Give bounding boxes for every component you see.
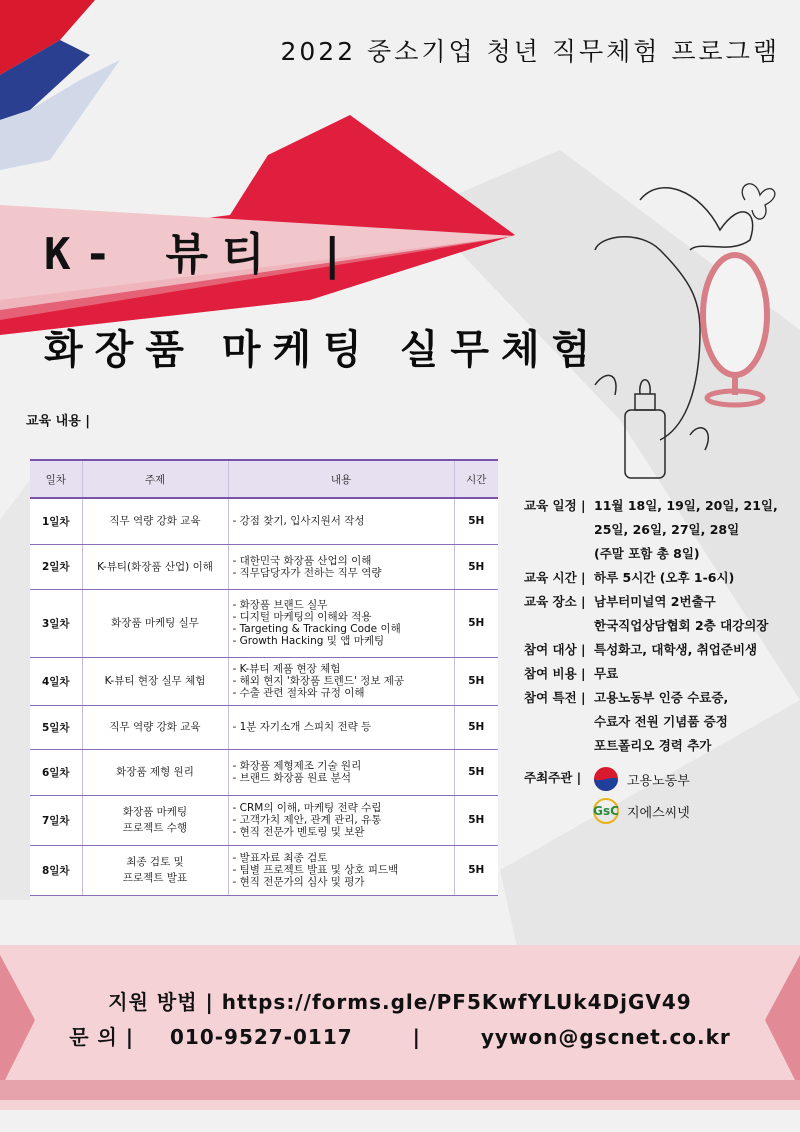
topic-cell: 최종 검토 및 프로젝트 발표 xyxy=(82,845,228,895)
hours-cell: 5H xyxy=(454,845,498,895)
table-row xyxy=(30,845,498,895)
hours-cell: 5H xyxy=(454,589,498,657)
table-row xyxy=(30,705,498,749)
info-value: 남부터미널역 2번출구 한국직업상담협회 2층 대강의장 xyxy=(594,594,769,633)
header-content: 내용 xyxy=(228,460,454,498)
hours-cell: 5H xyxy=(454,498,498,544)
hours-cell: 5H xyxy=(454,544,498,589)
schedule-header-row xyxy=(30,460,498,498)
info-value: 하루 5시간 (오후 1-6시) xyxy=(594,570,735,585)
info-value: 특성화고, 대학생, 취업준비생 xyxy=(594,642,758,657)
apply-line: 지원 방법 | https://forms.gle/PF5KwfYLUk4DjGV49 xyxy=(108,990,692,1014)
day-cell: 7일차 xyxy=(30,795,82,845)
day-cell: 8일차 xyxy=(30,845,82,895)
info-schedule xyxy=(524,494,794,566)
host-label: 주최주관 | xyxy=(524,770,582,785)
contact-email: yywon@gscnet.co.kr xyxy=(480,1025,731,1049)
content-cell: - 강점 찾기, 입사지원서 작성 xyxy=(228,498,454,544)
table-row xyxy=(30,498,498,544)
info-label: 참여 대상 | xyxy=(524,642,586,657)
header-hours: 시간 xyxy=(454,460,498,498)
topic-cell: 화장품 마케팅 프로젝트 수행 xyxy=(82,795,228,845)
hours-cell: 5H xyxy=(454,749,498,795)
header-day: 일차 xyxy=(30,460,82,498)
flag-corner-icon xyxy=(0,0,120,170)
table-row xyxy=(30,749,498,795)
info-value: 11월 18일, 19일, 20일, 21일, 25일, 26일, 27일, 28일 (주말 포함 총 8일) xyxy=(594,498,778,561)
content-cell: - 1분 자기소개 스피치 전략 등 xyxy=(228,705,454,749)
topic-cell: K-뷰티(화장품 산업) 이해 xyxy=(82,544,228,589)
contact-label: 문 의 | xyxy=(69,1025,135,1049)
table-row xyxy=(30,657,498,705)
content-cell: - 발표자료 최종 검토 - 팀별 프로젝트 발표 및 상호 피드백 - 현직 전문가의 심사 및 평가 xyxy=(228,845,454,895)
info-place xyxy=(524,590,794,638)
info-label: 참여 비용 | xyxy=(524,666,586,681)
hours-cell: 5H xyxy=(454,795,498,845)
topic-cell: 직무 역량 강화 교육 xyxy=(82,498,228,544)
host-org-moel xyxy=(593,766,690,792)
info-label: 교육 장소 | xyxy=(524,594,586,609)
hours-cell: 5H xyxy=(454,657,498,705)
day-cell: 2일차 xyxy=(30,544,82,589)
info-time xyxy=(524,566,794,590)
contact-line xyxy=(0,1021,800,1050)
content-cell: - 대한민국 화장품 산업의 이해 - 직무담당자가 전하는 직무 역량 xyxy=(228,544,454,589)
table-row xyxy=(30,589,498,657)
day-cell: 6일차 xyxy=(30,749,82,795)
org-name: 고용노동부 xyxy=(627,773,690,789)
day-cell: 5일차 xyxy=(30,705,82,749)
contact-separator: | xyxy=(412,1025,421,1049)
host-org-gsc xyxy=(593,798,690,824)
table-row xyxy=(30,544,498,589)
contact-phone: 010-9527-0117 xyxy=(170,1025,353,1049)
education-label: 교육 내용 | xyxy=(26,414,91,429)
content-cell: - K-뷰티 제품 현장 체험 - 해외 현지 '화장품 트렌드' 정보 제공 - 수출 관련 절차와 규정 이해 xyxy=(228,657,454,705)
content-cell: - 화장품 브랜드 실무 - 디지털 마케팅의 이해와 적용 - Targeting & Tracking Code 이해 - Growth Hacking 및 앱 마케팅 xyxy=(228,589,454,657)
topic-cell: K-뷰티 현장 실무 체험 xyxy=(82,657,228,705)
program-title: 2022 중소기업 청년 직무체험 프로그램 xyxy=(280,37,780,66)
info-benefits xyxy=(524,686,794,758)
header-topic: 주제 xyxy=(82,460,228,498)
hours-cell: 5H xyxy=(454,705,498,749)
info-label: 교육 시간 | xyxy=(524,570,586,585)
info-label: 참여 특전 | xyxy=(524,690,586,705)
gsc-logo-icon: GsC xyxy=(593,798,619,824)
info-value: 고용노동부 인증 수료증, 수료자 전원 기념품 증정 포트폴리오 경력 추가 xyxy=(594,690,729,753)
day-cell: 4일차 xyxy=(30,657,82,705)
schedule-table xyxy=(30,459,498,896)
moel-logo-icon xyxy=(593,766,619,792)
course-subtitle: 화장품 마케팅 실무체험 xyxy=(44,327,603,373)
day-cell: 3일차 xyxy=(30,589,82,657)
info-cost xyxy=(524,662,794,686)
org-name: 지에스씨넷 xyxy=(627,805,690,821)
course-name: K- 뷰티 | xyxy=(44,229,360,280)
topic-cell: 직무 역량 강화 교육 xyxy=(82,705,228,749)
content-cell: - CRM의 이해, 마케팅 전략 수립 - 고객가치 제안, 관계 관리, 유통 - 현직 전문가 멘토링 및 보완 xyxy=(228,795,454,845)
topic-cell: 화장품 제형 원리 xyxy=(82,749,228,795)
info-target xyxy=(524,638,794,662)
info-value: 무료 xyxy=(594,666,619,681)
day-cell: 1일차 xyxy=(30,498,82,544)
table-row xyxy=(30,795,498,845)
topic-cell: 화장품 마케팅 실무 xyxy=(82,589,228,657)
info-label: 교육 일정 | xyxy=(524,498,586,513)
program-info xyxy=(524,494,794,758)
content-cell: - 화장품 제형제조 기술 원리 - 브랜드 화장품 원료 분석 xyxy=(228,749,454,795)
